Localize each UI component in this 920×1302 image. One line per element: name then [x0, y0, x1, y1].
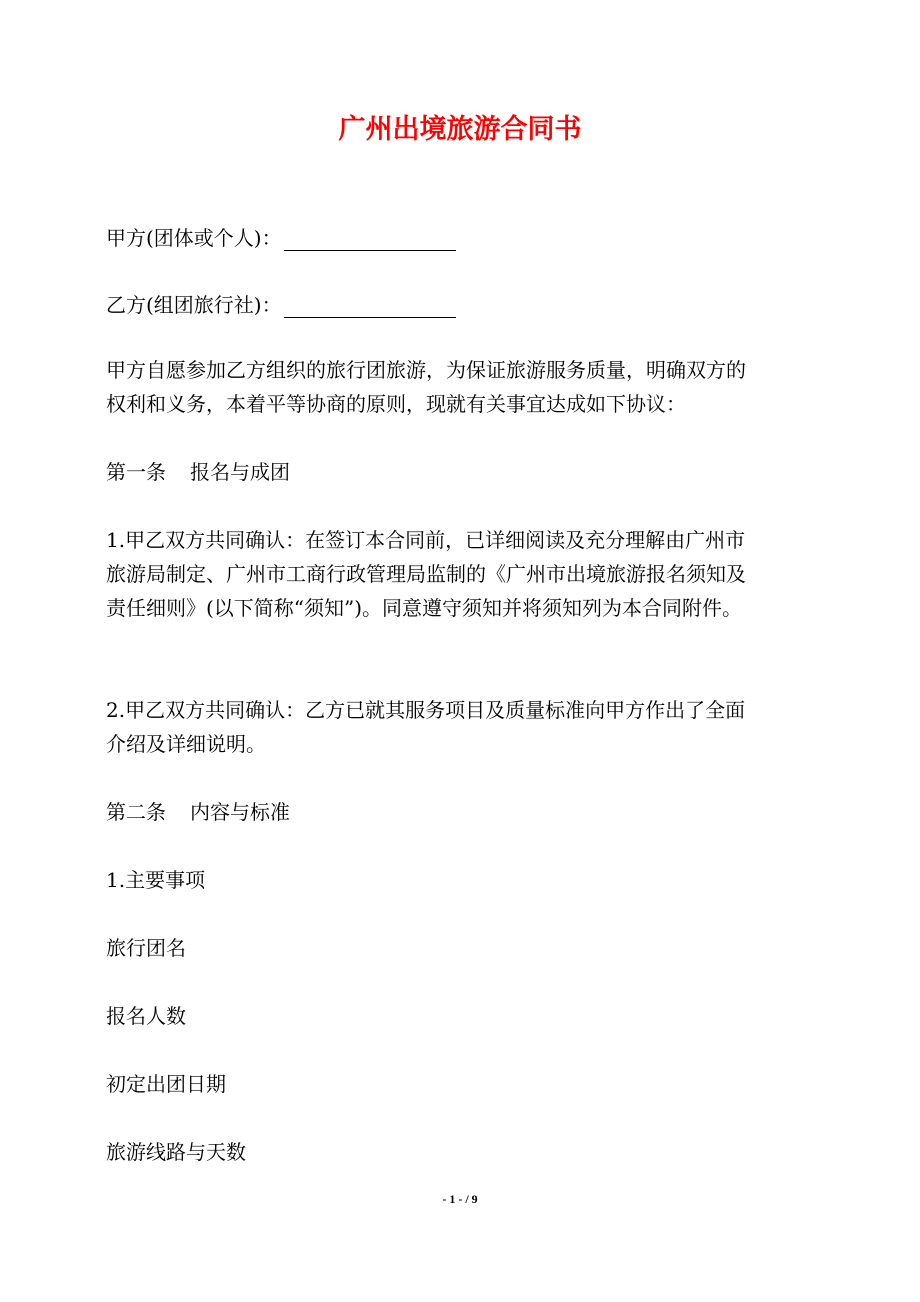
clause-line: 责任细则》(以下简称“须知”)。同意遵守须知并将须知列为本合同附件。 [106, 596, 743, 620]
item-headcount: 报名人数 [106, 1004, 186, 1028]
party-a-blank [284, 230, 456, 251]
intro-line: 甲方自愿参加乙方组织的旅行团旅游，为保证旅游服务质量，明确双方的 [106, 358, 746, 382]
intro-line: 权利和义务，本着平等协商的原则，现就有关事宜达成如下协议： [106, 392, 686, 416]
party-b-line [106, 288, 816, 322]
party-b-blank [284, 297, 456, 318]
item-departure-date: 初定出团日期 [106, 1072, 226, 1096]
document-title: 广州出境旅游合同书 [338, 114, 582, 145]
clause-line: 介绍及详细说明。 [106, 732, 266, 756]
party-a-label: 甲方(团体或个人)： [106, 226, 282, 250]
article-2-title: 内容与标准 [190, 800, 290, 824]
article-2-heading [106, 795, 816, 829]
clause-line: 1.甲乙双方共同确认：在签订本合同前，已详细阅读及充分理解由广州市 [106, 528, 746, 552]
item-main-matters: 1.主要事项 [106, 868, 206, 892]
article-2-number: 第二条 [106, 800, 166, 824]
clause-1-1 [106, 523, 816, 625]
clause-line: 2.甲乙双方共同确认：乙方已就其服务项目及质量标准向甲方作出了全面 [106, 698, 746, 722]
article-1-heading [106, 455, 816, 489]
party-a-line [106, 221, 816, 255]
party-b-label: 乙方(组团旅行社)： [106, 293, 282, 317]
item-group-name: 旅行团名 [106, 936, 186, 960]
page-number: - 1 - / 9 [442, 1192, 478, 1206]
intro-paragraph [106, 353, 816, 421]
article-1-title: 报名与成团 [190, 460, 290, 484]
article-1-number: 第一条 [106, 460, 166, 484]
item-route-days: 旅游线路与天数 [106, 1140, 246, 1164]
clause-line: 旅游局制定、广州市工商行政管理局监制的《广州市出境旅游报名须知及 [106, 562, 746, 586]
clause-1-2 [106, 693, 816, 761]
